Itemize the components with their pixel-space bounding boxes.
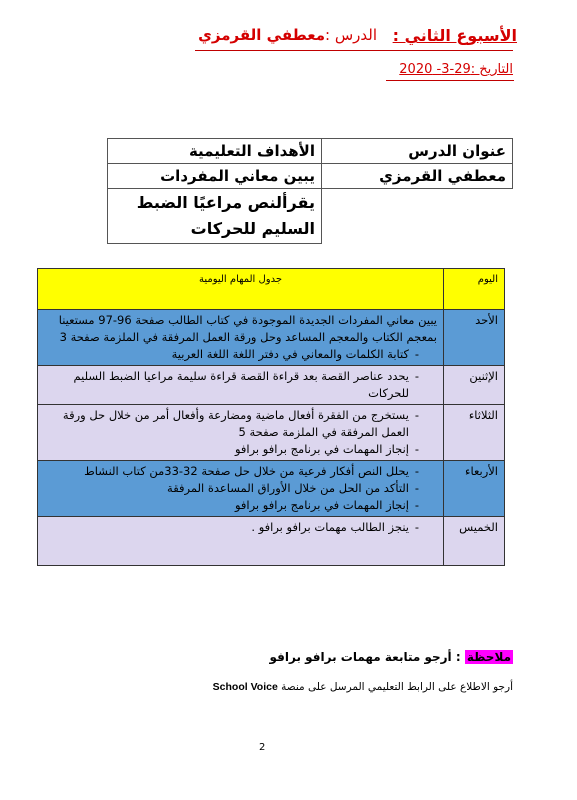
schedule-header-row	[38, 269, 505, 310]
objectives-header-row	[108, 139, 513, 164]
tasks-cell	[38, 310, 444, 366]
objective-2	[108, 189, 322, 244]
day-column-header: اليوم	[444, 269, 505, 310]
empty-cell	[322, 189, 513, 244]
day-cell: الخميس	[444, 517, 505, 566]
lesson-title-cell: معطفي القرمزي	[322, 164, 513, 189]
page-number: 2	[259, 742, 266, 753]
task-item: - إنجاز المهمات في برنامج برافو برافو	[44, 441, 437, 458]
lesson-heading	[198, 26, 377, 44]
tasks-cell	[38, 405, 444, 461]
date-label: التاريخ :29-3- 2020	[399, 62, 513, 77]
platform-note-text: أرجو الاطلاع على الرابط التعليمي المرسل على منصة	[281, 681, 513, 693]
note-text: : أرجو متابعة مهمات برافو برافو	[269, 650, 461, 664]
objective-2-line2: السليم للحركات	[190, 219, 315, 238]
day-cell: الثلاثاء	[444, 405, 505, 461]
objectives-row	[108, 189, 513, 244]
note-label: ملاحظة	[466, 650, 511, 664]
day-cell: الإثنين	[444, 366, 505, 405]
lesson-label: الدرس :	[325, 26, 377, 44]
task-item: - كتابة الكلمات والمعاني في دفتر اللغة اللغة العربية	[44, 346, 437, 363]
objective-2-line1: يقرألنص مراعيًا الضبط	[136, 193, 315, 212]
header-divider	[195, 50, 513, 51]
objectives-row	[108, 164, 513, 189]
objectives-header: الأهداف التعليمية	[108, 139, 322, 164]
objectives-table	[107, 138, 513, 244]
tasks-cell	[38, 366, 444, 405]
lesson-name: معطفي القرمزي	[198, 26, 325, 44]
schedule-row-thursday	[38, 517, 505, 566]
task-item: - إنجاز المهمات في برنامج برافو برافو	[44, 497, 437, 514]
task-item: - ينجز الطالب مهمات برافو برافو .	[44, 519, 437, 536]
day-cell: الأحد	[444, 310, 505, 366]
task-item: - التأكد من الحل من خلال الأوراق المساعدة المرفقة	[44, 480, 437, 497]
date-underline	[386, 80, 514, 81]
week-label: الأسبوع الثاني :	[392, 26, 517, 45]
tasks-cell	[38, 517, 444, 566]
task-item: - يحلل النص أفكار فرعية من خلال حل صفحة 32-33من كتاب النشاط	[44, 463, 437, 480]
tasks-column-header: جدول المهام اليومية	[38, 269, 444, 310]
daily-tasks-table	[37, 268, 505, 566]
platform-note	[213, 681, 513, 693]
task-item: - يستخرج من الفقرة أفعال ماضية ومضارعة وأفعال أمر من خلال حل ورقة العمل المرفقة في الملزمة صفحة 5	[44, 407, 437, 441]
schedule-row-sunday	[38, 310, 505, 366]
schedule-row-wednesday	[38, 461, 505, 517]
task-item: يبين معاني المفردات الجديدة الموجودة في كتاب الطالب صفحة 96-97 مستعينا بمعجم الكتاب والمعجم المساعد وحل ورقة العمل المرفقة في الملزمة صفحة 3	[58, 313, 437, 344]
objective-1: يبين معاني المفردات	[108, 164, 322, 189]
schedule-row-monday	[38, 366, 505, 405]
schedule-row-tuesday	[38, 405, 505, 461]
note-line	[269, 650, 513, 664]
tasks-cell	[38, 461, 444, 517]
task-item: - يحدد عناصر القصة بعد قراءة القصة قراءة سليمة مراعيا الضبط السليم للحركات	[44, 368, 437, 402]
day-cell: الأربعاء	[444, 461, 505, 517]
platform-name: School Voice	[212, 681, 278, 693]
lesson-title-header: عنوان الدرس	[322, 139, 513, 164]
